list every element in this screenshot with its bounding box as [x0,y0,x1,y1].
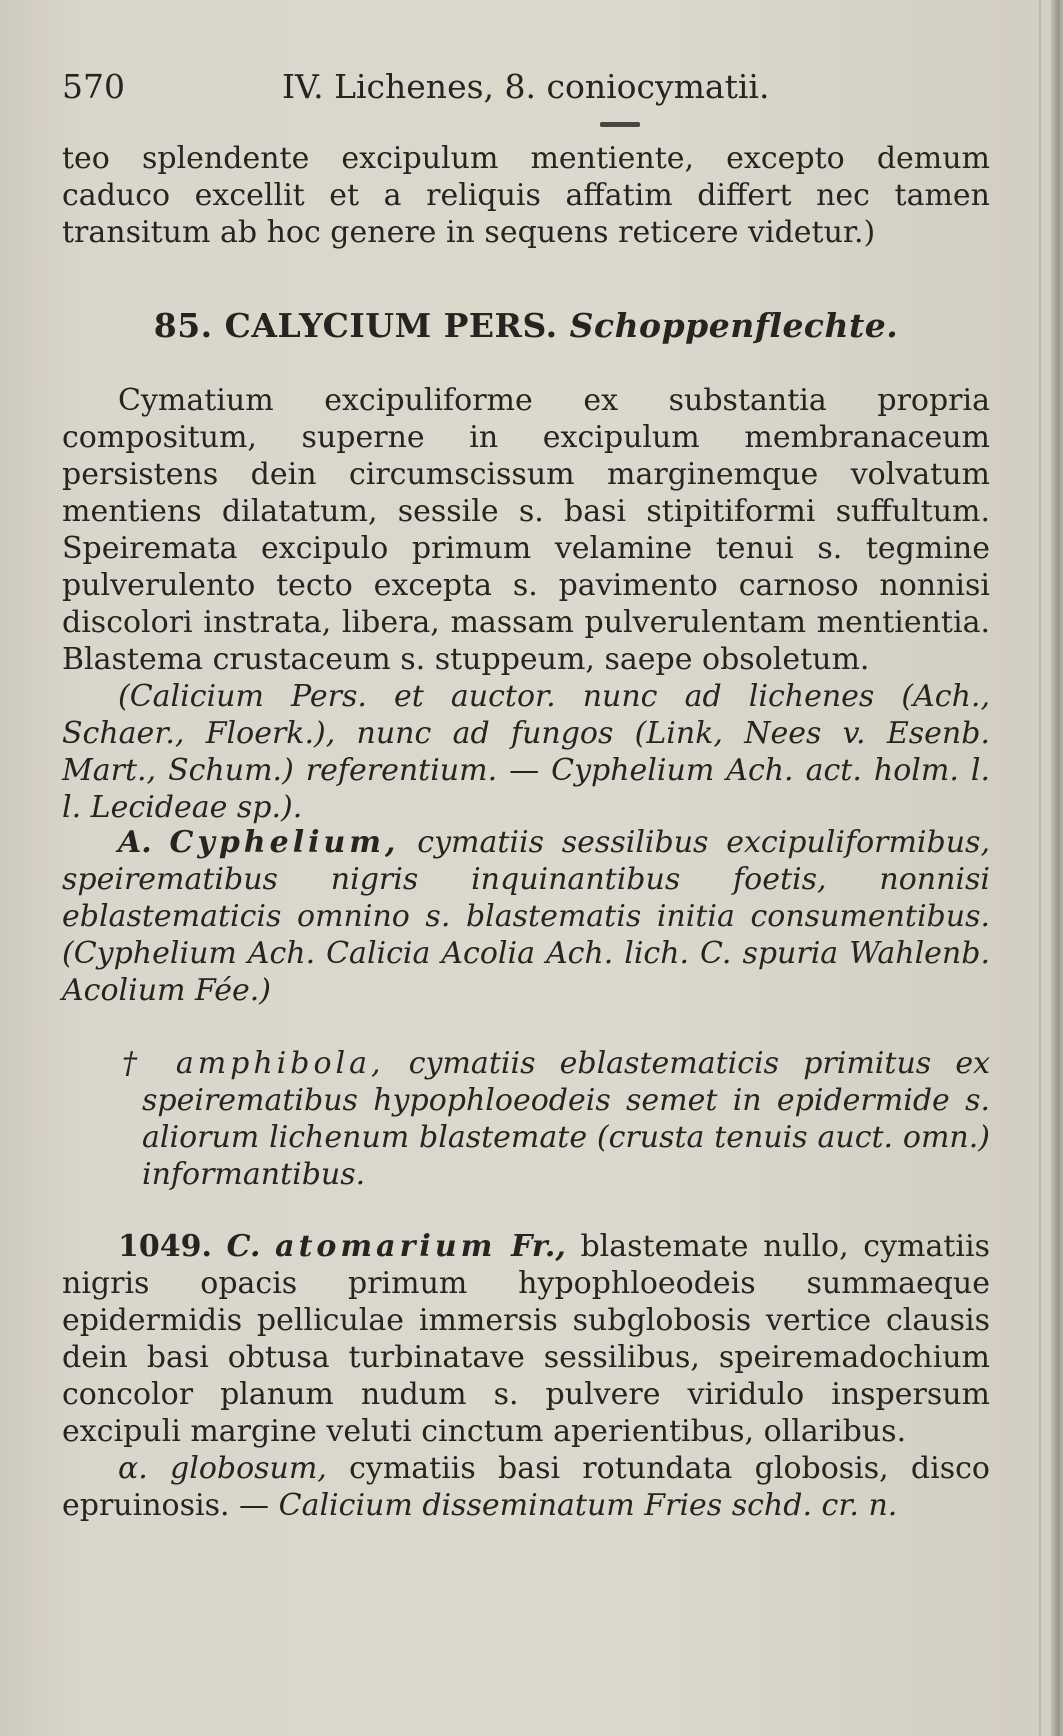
variety-entry [62,1450,990,1524]
section-label: A. [118,825,152,860]
synonymy-text: (Calicium Pers. et auctor. nunc ad lichenes (Ach., Schaer., Floerk.), nunc ad fungos (Link, Nees v. Esenb. Mart., Schum.) referentium. — Cyphelium Ach. act. holm. l. l. Lecideae sp.). [62,679,990,825]
subsection-amphibola [62,1045,990,1193]
variety-reference: Calicium disseminatum Fries schd. cr. n. [278,1488,898,1523]
description-text: Cymatium excipuliforme ex substantia propria compositum, superne in excipulum membranaceum persistens dein circumscissum marginemque volvatum mentiens dilatatum, sessile s. basi stipitiformi suffultum. Speiremata excipulo primum velamine tenui s. tegmine pulverulento tecto excepta s. pavimento carnoso nonnisi discolori instrata, libera, massam pulverulentam mentientia. Blastema crustaceum s. stuppeum, saepe obsoletum. [62,383,990,677]
genus-heading [62,306,990,345]
running-title: IV. Lichenes, 8. coniocymatii. [282,67,770,106]
page-gutter-line [1039,0,1041,1736]
dagger-mark: † [122,1046,152,1081]
species-genus-abbr: C. [226,1229,261,1264]
page-number: 570 [62,67,125,106]
species-entry [62,1228,990,1450]
variety-label: α. [118,1451,148,1486]
genus-german-name: Schoppenflechte. [569,306,899,345]
section-a [62,824,990,1009]
subsection-name: amphibola, [175,1046,385,1081]
running-header [62,62,990,112]
species-epithet: atomarium [275,1229,497,1264]
variety-name: globosum, [170,1451,327,1486]
section-text: cymatiis sessilibus excipuliformibus, speirematibus nigris inquinantibus foetis, nonnisi eblastematicis omnino s. blastematis initia consumentibus. (Cyphelium Ach. Calicia Acolia Ach. lich. C. spuria Wahlenb. Acolium Fée.) [62,825,990,1008]
header-divider-mark [600,122,640,127]
species-number: 1049. [118,1229,212,1264]
intro-paragraph [62,140,990,251]
genus-description [62,382,990,826]
section-name: Cyphelium, [169,825,400,860]
species-author: Fr., [511,1229,566,1264]
species-text: blastemate nullo, cymatiis nigris opacis primum hypophloeodeis summaeque epidermidis pelliculae immersis subglobosis vertice clausis dein basi obtusa turbinatave sessilibus, speiremadochium concolor planum nudum s. pulvere viridulo inspersum excipuli margine veluti cinctum aperientibus, ollaribus. [62,1229,991,1449]
page-edge [1051,0,1063,1736]
subsection-text: cymatiis eblastematicis primitus ex speirematibus hypophloeodeis semet in epidermide s. aliorum lichenum blastemate (crusta tenuis auct. omn.) informantibus. [142,1046,990,1192]
genus-name: CALYCIUM PERS. [224,306,558,345]
genus-number: 85. [153,306,213,345]
variety-text: cymatiis basi rotundata globosis, disco epruinosis. — [62,1451,990,1523]
intro-text: teo splendente excipulum mentiente, excepto demum caduco excellit et a reliquis affatim differt nec tamen transitum ab hoc genere in sequens reticere videtur.) [62,141,990,250]
